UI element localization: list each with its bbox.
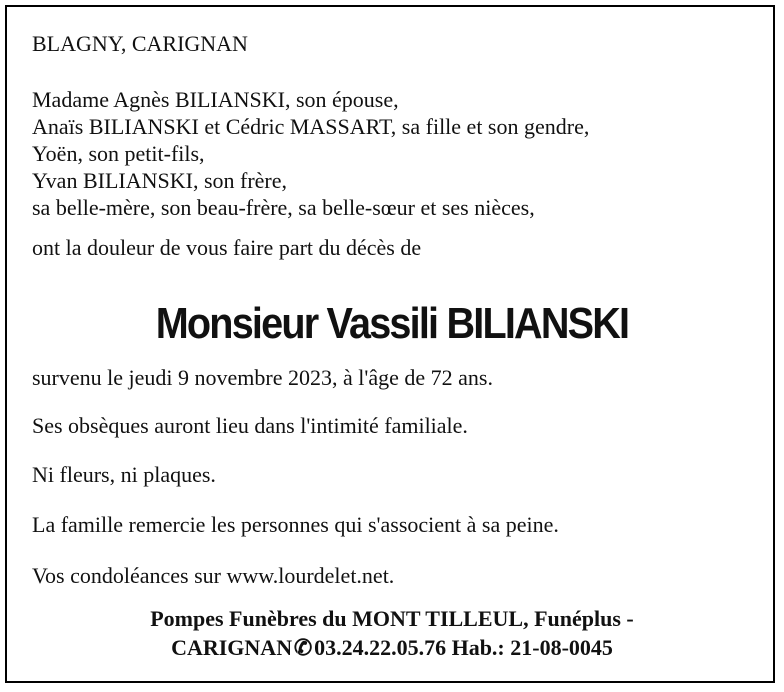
funeral-info: Ses obsèques auront lieu dans l'intimité familiale.	[32, 413, 468, 438]
funeral-home-line: Pompes Funèbres du MONT TILLEUL, Funéplus -	[150, 606, 634, 631]
funeral-home-phone: 03.24.22.05.76 Hab.: 21-08-0045	[314, 635, 613, 660]
condolences-text: Vos condoléances sur www.lourdelet.net.	[32, 563, 395, 588]
family-line: Anaïs BILIANSKI et Cédric MASSART, sa fille et son gendre,	[32, 114, 590, 139]
announcement-text: ont la douleur de vous faire part du décès de	[32, 235, 422, 260]
family-line: Madame Agnès BILIANSKI, son épouse,	[32, 87, 399, 112]
deceased-name: Monsieur Vassili BILIANSKI	[155, 299, 629, 348]
thanks-text: La famille remercie les personnes qui s'associent à sa peine.	[32, 512, 559, 537]
location-heading: BLAGNY, CARIGNAN	[32, 31, 248, 56]
flowers-info: Ni fleurs, ni plaques.	[32, 462, 216, 487]
funeral-home-city: CARIGNAN	[171, 635, 293, 660]
family-line: sa belle-mère, son beau-frère, sa belle-sœur et ses nièces,	[32, 195, 535, 220]
family-list	[32, 86, 589, 221]
funeral-home-contact	[0, 634, 784, 662]
death-info: survenu le jeudi 9 novembre 2023, à l'âge de 72 ans.	[32, 365, 493, 390]
family-line: Yvan BILIANSKI, son frère,	[32, 168, 288, 193]
phone-icon: ✆	[293, 635, 313, 660]
family-line: Yoën, son petit-fils,	[32, 141, 205, 166]
